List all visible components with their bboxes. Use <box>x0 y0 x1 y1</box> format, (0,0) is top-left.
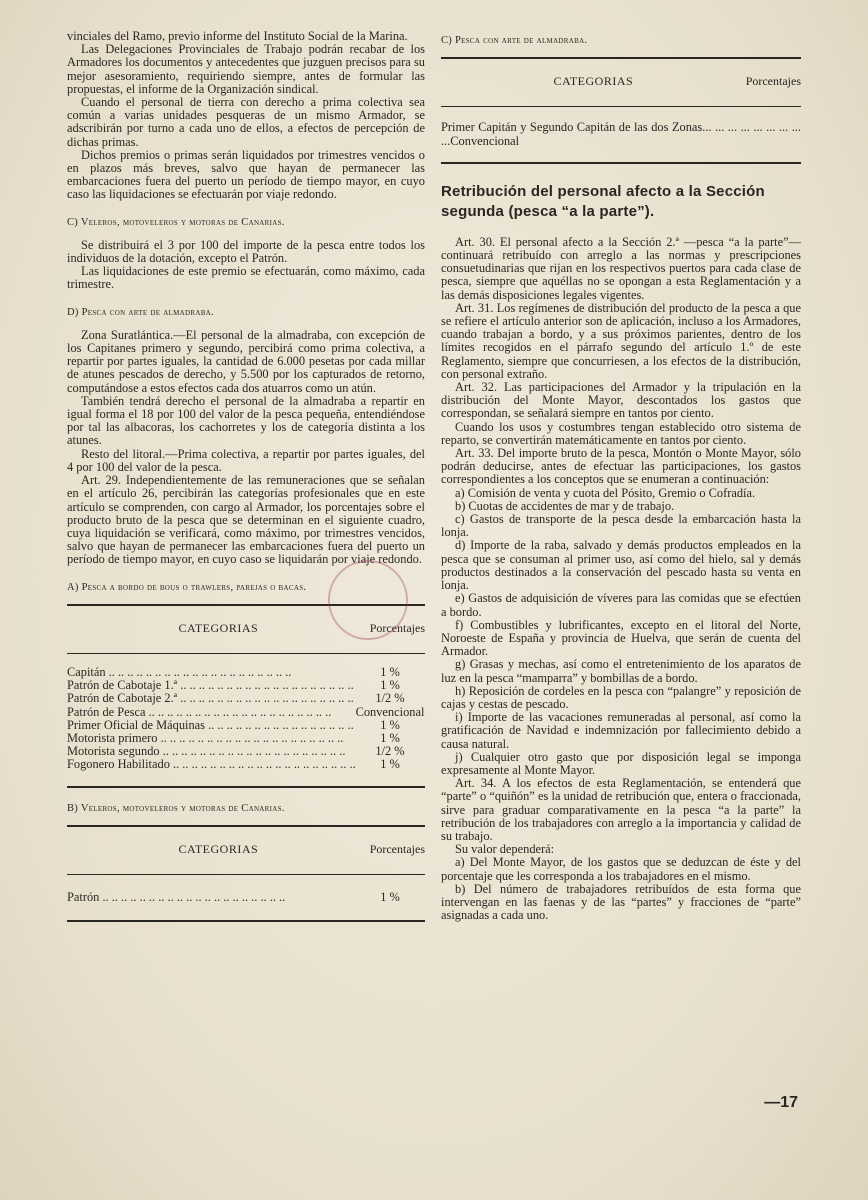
column-header: Porcentajes <box>745 74 801 89</box>
section-heading: A) Pesca a bordo de bous o trawlers, parejas o bacas. <box>67 581 307 593</box>
list-item: b) Del número de trabajadores retribuídos de esta forma que intervengan en las faenas y de las “partes” y fracciones de “parte” asignadas a cada uno. <box>441 881 801 923</box>
column-header: CATEGORIAS <box>178 620 259 635</box>
row-label: Patrón de Pesca .. .. <box>67 706 355 719</box>
table-row <box>67 745 425 758</box>
paragraph: Las Delegaciones Provinciales de Trabajo podrán recabar de los Armadores los documentos y antecedentes que juzguen precisos para su mejor asesoramiento, requiriendo siempre, antes de formular las propuestas, el informe de la Organización sindical. <box>67 42 425 96</box>
table-row <box>67 666 425 679</box>
table-rule <box>67 653 425 654</box>
row-label: Motorista primero .. .. <box>67 732 355 745</box>
paragraph: Cuando el personal de tierra con derecho a prima colectiva sea común a varias unidades pesqueras de un mismo Armador, se adscribirán por turno a cada uno de ellos, a efectos de percepción de dichas primas. <box>67 95 425 149</box>
list-item: a) Comisión de venta y cuota del Pósito, Gremio o Cofradía. <box>455 485 756 500</box>
table-row <box>67 891 425 904</box>
row-value: 1 % <box>380 665 400 679</box>
table-c <box>441 57 801 164</box>
paragraph: Las liquidaciones de este premio se efectuarán, como máximo, cada trimestre. <box>67 264 425 292</box>
column-header: CATEGORIAS <box>178 841 259 856</box>
row-label: Patrón de Cabotaje 1.ª .. .. <box>67 679 355 692</box>
table-rule <box>67 874 425 875</box>
table-header <box>67 833 425 868</box>
row-value: 1 % <box>380 679 400 693</box>
row-value: 1 % <box>380 890 400 904</box>
table-rule <box>67 920 425 922</box>
table-rule <box>67 786 425 788</box>
column-header: Porcentajes <box>369 620 425 635</box>
section-heading: D) Pesca con arte de almadraba. <box>67 306 214 318</box>
section-heading: B) Veleros, motoveleros y motoras de Canarias. <box>67 802 285 814</box>
row-value: 1 % <box>380 718 400 732</box>
list-item: f) Combustibles y lubrificantes, excepto en el litoral del Norte, Noroeste de España y provincia de Huelva, que serán de cuenta del Armador. <box>441 617 801 659</box>
list-item: h) Reposición de cordeles en la pesca con “palangre” y reposición de cajas y cestas de pescado. <box>441 683 801 711</box>
table-row <box>67 732 425 745</box>
article-31: Art. 31. Los regímenes de distribución del producto de la pesca a que se refiere el artículo anterior son de aplicación, incluso a los Armadores, cuando trabajan a bordo, y a sus próximos parientes, dentro de los límites recogidos en el párrafo segundo del artículo 1.º de este Reglamento, siempre que concurriesen, a los efectos de la distribución, con personal extraño. <box>441 300 801 381</box>
list-item: i) Importe de las vacaciones remuneradas al personal, así como la gratificación de Navidad e indemnización por fallecimiento debido a causa natural. <box>441 710 801 751</box>
right-column <box>441 30 801 922</box>
library-stamp-icon <box>328 560 408 640</box>
row-label: Fogonero Habilitado .. .. <box>67 758 355 771</box>
table-rule <box>67 825 425 827</box>
table-rule <box>441 57 801 59</box>
list-item: j) Cualquier otro gasto que por disposición legal se imponga expresamente al Monte Mayor. <box>441 749 801 777</box>
article-30: Art. 30. El personal afecto a la Sección 2.ª —pesca “a la parte”— continuará retribuído con arreglo a las normas y prescripciones consuetudinarias que rijan en los respectivos puertos para cada clase de pesca, siempre que aquéllas no se opongan a esta Reglamentación y a las demás disposiciones legales vigentes. <box>441 234 801 302</box>
paragraph: vinciales del Ramo, previo informe del Instituto Social de la Marina. <box>67 29 408 43</box>
row-label: Patrón .. .. <box>67 891 355 904</box>
list-item: g) Grasas y mechas, así como el entretenimiento de los aparatos de luz en la pesca “mamparra” y bombillas de a bordo. <box>441 657 801 685</box>
article-33: Art. 33. Del importe bruto de la pesca, Montón o Monte Mayor, sólo podrán deducirse, antes de efectuar las participaciones, los gastos correspondientes a los conceptos que se enumeran a continuación: <box>441 446 801 487</box>
table-rule <box>441 106 801 107</box>
table-b <box>67 825 425 922</box>
paragraph: Se distribuirá el 3 por 100 del importe de la pesca entre todos los individuos de la dotación, excepto el Patrón. <box>67 237 425 266</box>
list-item: b) Cuotas de accidentes de mar y de trabajo. <box>455 498 675 513</box>
list-item: e) Gastos de adquisición de víveres para las comidas que se efectúen a bordo. <box>441 591 801 619</box>
paragraph: Cuando los usos y costumbres tengan establecido otro sistema de reparto, se convertirán matemáticamente en tantos por ciento. <box>441 419 801 447</box>
row-label: Motorista segundo .. .. <box>67 745 355 758</box>
left-column <box>67 30 425 928</box>
list-item: c) Gastos de transporte de la pesca desde la embarcación hasta la lonja. <box>441 512 801 540</box>
table-row <box>67 692 425 705</box>
paragraph: Art. 29. Independientemente de las remuneraciones que se señalan en el artículo 26, percibirán las categorías profesionales que en este artículo se comprenden, con cargo al Armador, los porcentajes sobre el producto bruto de la pesca que se determinan en el siguiente cuadro, cuya liquidación se verificará, como máximo, por trimestres vencidos, salvo que hayan de permanecer las embarcaciones fuera del puerto un período de tiempo mayor, en cuyo caso se liquidarán por viaje redondo. <box>67 473 425 567</box>
row-label: Primer Oficial de Máquinas .. .. <box>67 719 355 732</box>
section-title: Retribución del personal afecto a la Sección segunda (pesca “a la parte”). <box>441 182 765 220</box>
row-value: 1 % <box>380 731 400 745</box>
list-item: a) Del Monte Mayor, de los gastos que se deduzcan de éste y del porcentaje que les corresponda a los trabajadores en el mismo. <box>441 855 801 883</box>
table-row <box>67 679 425 692</box>
paragraph: Resto del litoral.—Prima colectiva, a repartir por partes iguales, del 4 por 100 del valor de la pesca. <box>67 446 425 474</box>
table-row <box>67 706 425 719</box>
section-heading: C) Pesca con arte de almadraba. <box>441 35 588 46</box>
page-number: —17 <box>764 1094 798 1111</box>
list-item: d) Importe de la raba, salvado y demás productos empleados en la pesca que se consuman al primer uso, así como del hielo, sal y demás productos destinados a la conservación del pescado hasta su venta en lonja. <box>441 538 801 593</box>
column-header: CATEGORIAS <box>553 74 634 89</box>
article-34: Art. 34. A los efectos de esta Reglamentación, se entenderá que “parte” o “quiñón” es la unidad de retribución que, entera o fraccionada, sirve para graduar comparativamente en la pesca “a la parte” la retribución de los trabajadores con arreglo a la importancia y calidad de su trabajo. <box>441 776 801 843</box>
row-label: Capitán .. .. <box>67 666 355 679</box>
row-value: 1/2 % <box>375 745 405 759</box>
paragraph: Zona Suratlántica.—El personal de la almadraba, con excepción de los Capitanes primero y segundo, percibirá como prima colectiva, a repartir por partes iguales, la cantidad de 6.000 pesetas por cada millar de atunes pescados de derecho, y 5.500 por los capturados de retorno, computándose a estos efectos cada dos atuarros como un atún. <box>67 327 425 395</box>
paragraph: También tendrá derecho el personal de la almadraba a repartir en igual forma el 18 por 100 del valor de la pesca pequeña, entendiéndose por tal las albacoras, los cachorretes y los de categoría distinta a los atunes. <box>67 393 425 448</box>
section-heading: C) Veleros, motoveleros y motoras de Canarias. <box>67 216 285 228</box>
paragraph: Su valor dependerá: <box>455 842 555 857</box>
table-row <box>67 719 425 732</box>
table-rule <box>441 162 801 164</box>
column-header: Porcentajes <box>369 841 425 856</box>
table-header <box>441 65 801 100</box>
row-value: 1 % <box>380 758 400 772</box>
article-32: Art. 32. Las participaciones del Armador y la tripulación en la distribución del Monte Mayor, descontados los gastos que correspondan, se señalará siempre en tantos por ciento. <box>441 380 801 421</box>
paragraph: Dichos premios o primas serán liquidados por trimestres vencidos o en plazos más breves, salvo que hayan de permanecer las embarcaciones fuera del puerto un período de tiempo mayor, en cuyo caso las liquidaciones se efectuarán por viaje redondo. <box>67 147 425 202</box>
table-row <box>67 758 425 771</box>
row-value: 1/2 % <box>375 692 405 706</box>
row-label: Patrón de Cabotaje 2.ª .. .. <box>67 692 355 705</box>
row-value: Convencional <box>355 705 425 719</box>
table-row: Primer Capitán y Segundo Capitán de las dos Zonas... ... ... ... ... ... ... ... ...Convencional <box>441 120 801 148</box>
